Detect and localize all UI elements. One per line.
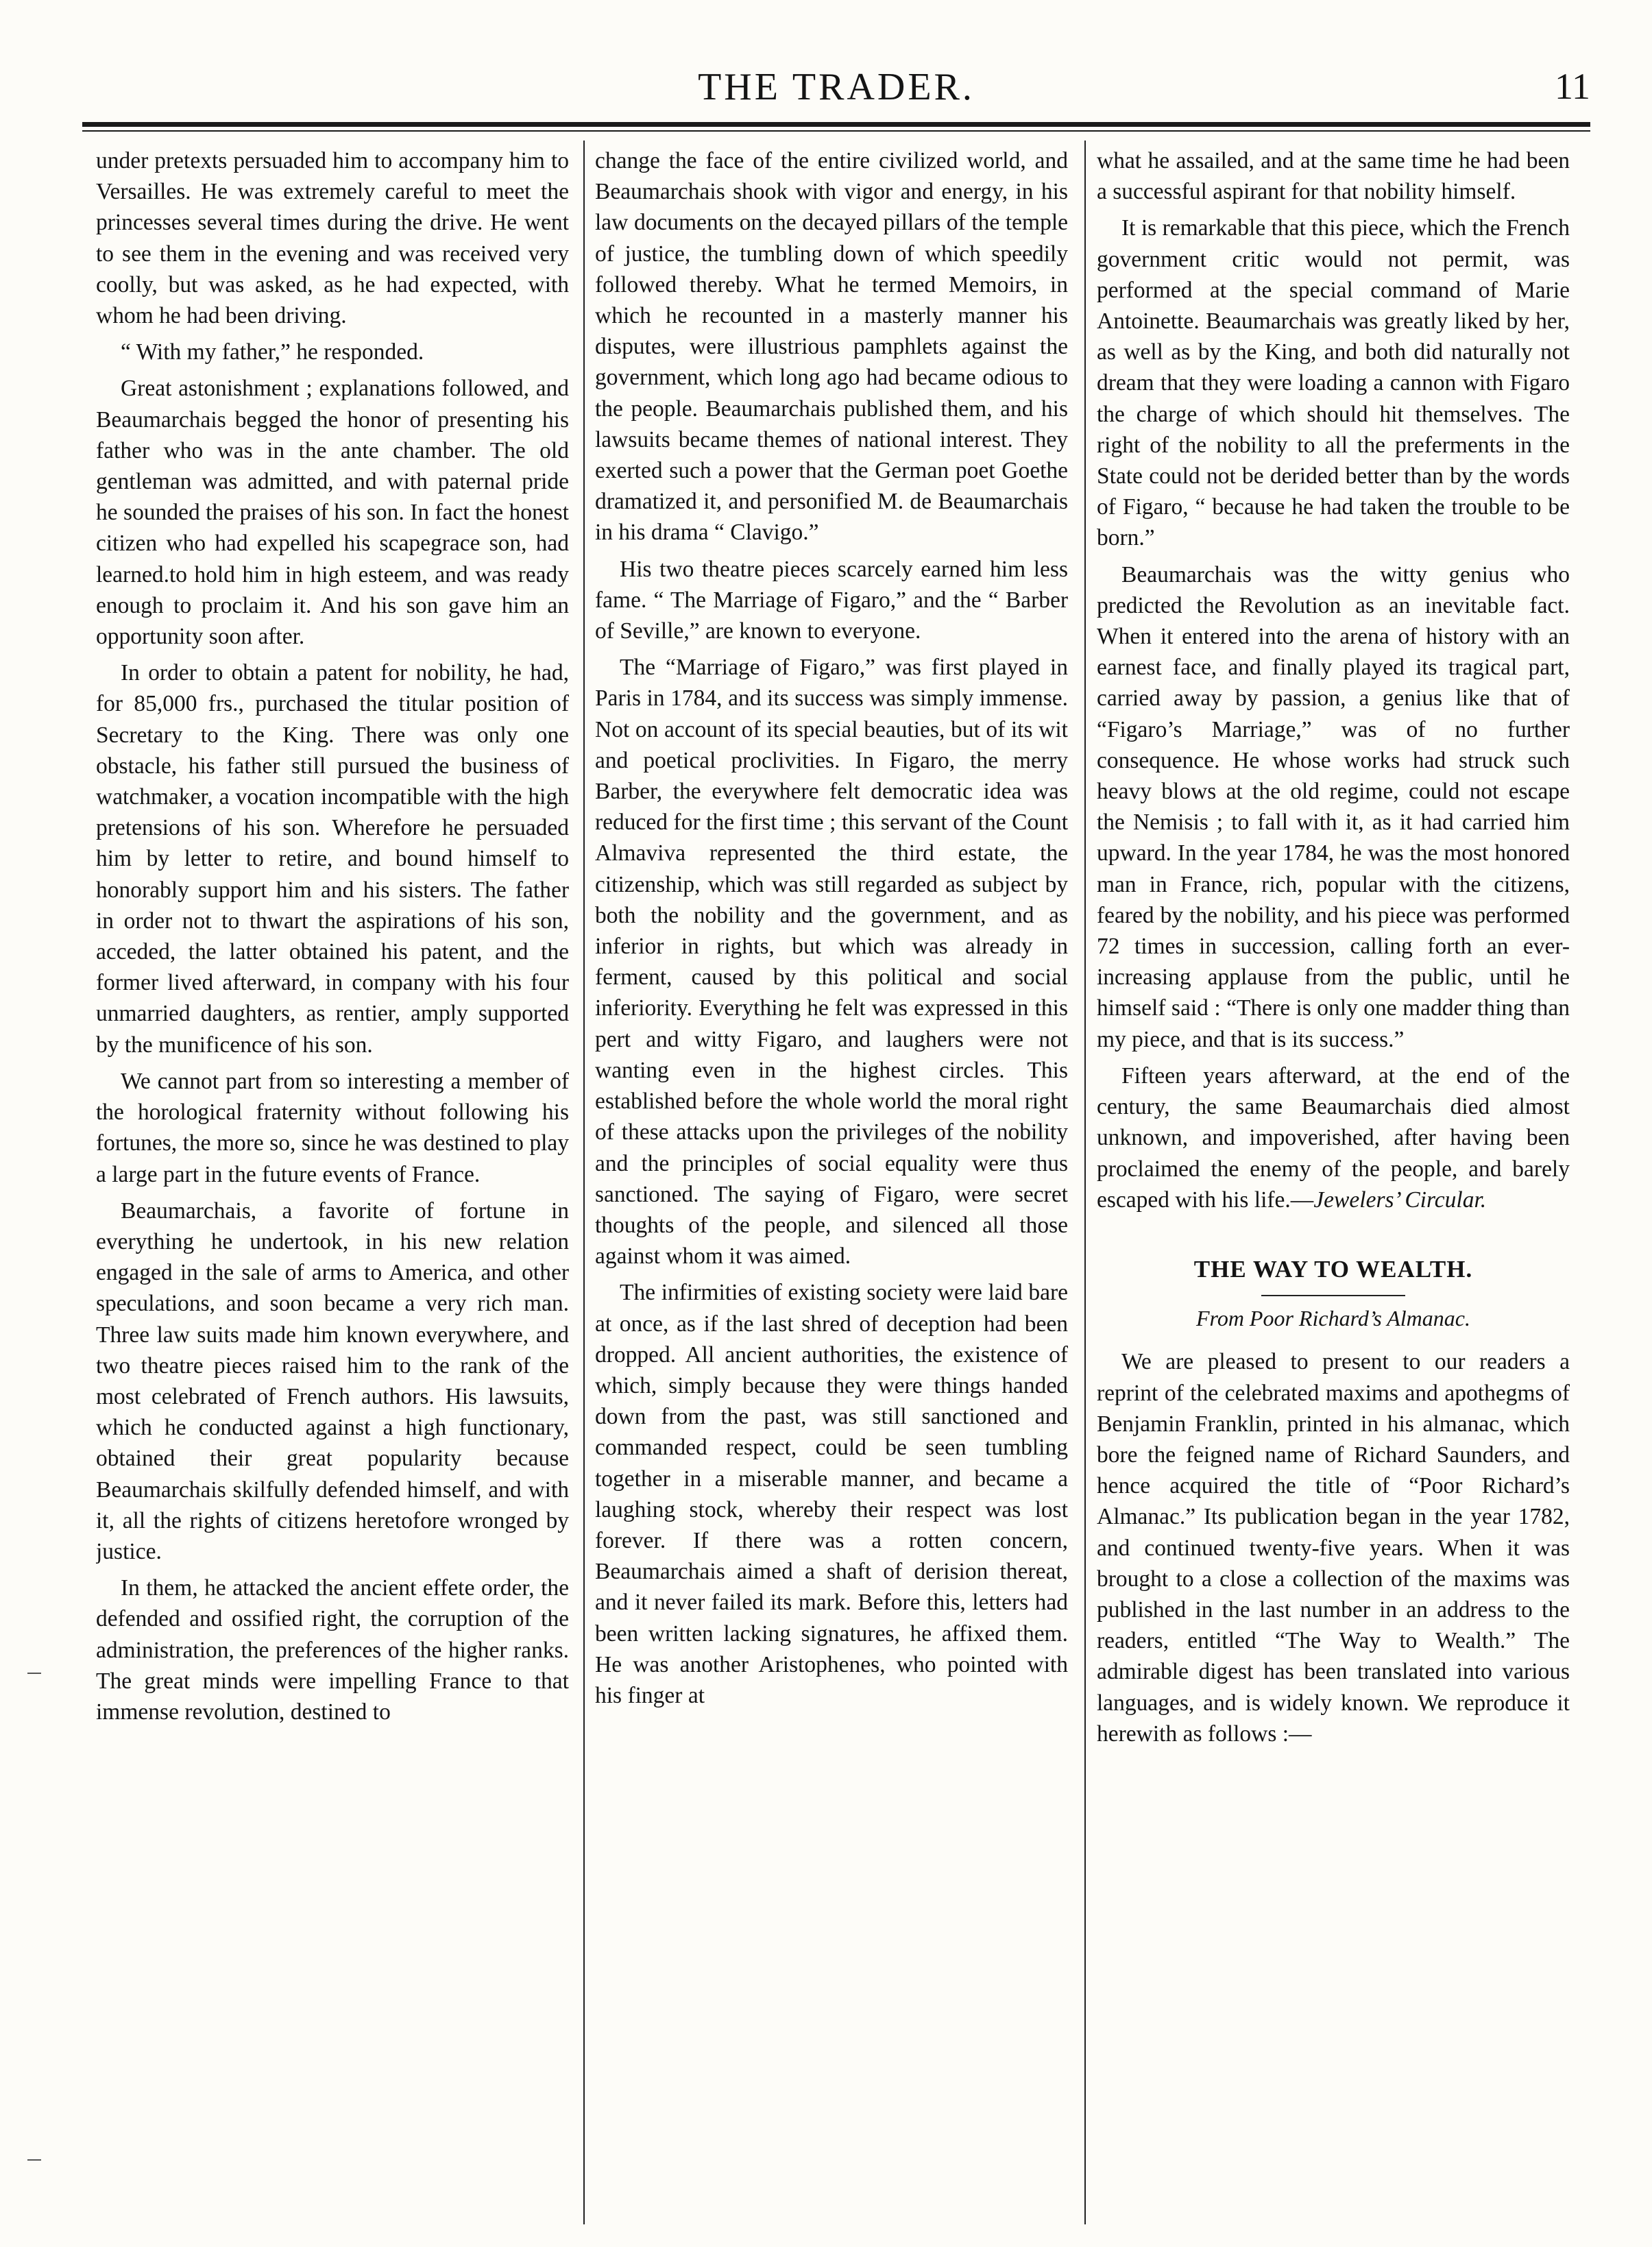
paragraph: His two theatre pieces scarcely earned him less fame. “ The Marriage of Figaro,” and the “ Barber of Seville,” are known to everyone. xyxy=(595,556,1068,644)
paragraph: “ With my father,” he responded. xyxy=(121,339,424,365)
paragraph: The infirmities of existing society were laid bare at once, as if the last shred of deception had been dropped. All ancient authorities, the existence of which, simply because they were things handed down from the past, was still sanctioned and commanded respect, could be seen tumbling together in a miserable manner, and became a laughing stock, whereby their respect was lost forever. If there was a rotten concern, Beaumarchais aimed a shaft of derision thereat, and it never failed its mark. Before this, letters had been written lacking signatures, he affixed them. He was another Aristophenes, who pointed with his finger at xyxy=(595,1280,1068,1708)
page-header xyxy=(82,65,1590,120)
column-2 xyxy=(595,145,1068,2215)
paragraph: In them, he attacked the ancient effete order, the defended and ossified right, the corruption of the administration, the preferences of the higher ranks. The great minds were impelling France to that immense revolution, destined to xyxy=(96,1575,569,1725)
paragraph: Great astonishment ; explanations followed, and Beaumarchais begged the honor of presenting his father who was in the ante chamber. The old gentleman was admitted, and with paternal pride he sounded the praises of his son. In fact the honest citizen who had expelled his scapegrace son, had learned.to hold him in high esteem, and was ready enough to proclaim it. And his son gave him an opportunity soon after. xyxy=(96,376,569,650)
paragraph-with-byline xyxy=(1097,1060,1570,1215)
paragraph: Beaumarchais was the witty genius who predicted the Revolution as an inevitable fact. When it entered into the arena of history with an earnest face, and finally played its tragical part, carried away by passion, a genius like that of “Figaro’s Marriage,” was of no further consequence. He whose works had struck such heavy blows at the old regime, could not escape the Nemisis ; to fall with it, as it had carried him upward. In the year 1784, he was the most honored man in France, rich, popular with the citizens, feared by the nobility, and his piece was performed 72 times in succession, calling forth an ever-increasing applause from the public, until he himself said : “There is only one madder thing than my piece, and that is its success.” xyxy=(1097,561,1570,1052)
header-rule-thick xyxy=(82,122,1590,127)
paragraph: We cannot part from so interesting a member of the horological fraternity without following his fortunes, the more so, since he was destined to play a large part in the future events of France. xyxy=(96,1068,569,1187)
paragraph-text: Fifteen years afterward, at the end of the century, the same Beaumarchais died almost unknown, and impoverished, after having been proclaimed the enemy of the people, and barely escaped with his life.— xyxy=(1097,1062,1570,1213)
source-byline: Jewelers’ Circular. xyxy=(1313,1187,1487,1213)
article-subheading: From Poor Richard’s Almanac. xyxy=(1196,1306,1470,1331)
paragraph: under pretexts persuaded him to accompany him to Versailles. He was extremely careful to meet the princesses several times during the drive. He went to see them in the evening and was received very coolly, but was asked, as he had expected, with whom he had been driving. xyxy=(96,148,569,329)
column-3 xyxy=(1097,145,1570,2215)
page-number: 11 xyxy=(1555,66,1590,107)
column-divider xyxy=(1084,141,1086,2224)
heading-rule xyxy=(1261,1295,1405,1296)
paragraph: Beaumarchais, a favorite of fortune in everything he undertook, in his new relation engaged in the sale of arms to America, and other speculations, and soon became a very rich man. Three law suits made him known everywhere, and two theatre pieces raised him to the rank of the most celebrated of French authors. His lawsuits, which he conducted against a high functionary, obtained their great popularity because Beaumarchais skilfully defended himself, and with it, all the rights of citizens heretofore wronged by justice. xyxy=(96,1198,569,1564)
margin-mark xyxy=(27,1673,41,1674)
paragraph: what he assailed, and at the same time he had been a successful aspirant for that nobility himself. xyxy=(1097,148,1570,205)
column-divider xyxy=(583,141,585,2224)
article-heading: THE WAY TO WEALTH. xyxy=(1193,1255,1473,1283)
margin-mark xyxy=(27,2159,41,2161)
article-heading-block xyxy=(1097,1254,1570,1334)
paragraph: In order to obtain a patent for nobility, he had, for 85,000 frs., purchased the titular position of Secretary to the King. There was only one obstacle, his father still pursued the business of watchmaker, a vocation incompatible with the high pretensions of his son. Wherefore he persuaded him by letter to retire, and bound himself to honorably support him and his sisters. The father in order not to thwart the aspirations of his son, acceded, the latter obtained his patent, and the former lived afterward, in company with his four unmarried daughters, as rentier, amply supported by the munificence of his son. xyxy=(96,660,569,1058)
column-1 xyxy=(96,145,569,2215)
header-rule-thin xyxy=(82,130,1590,132)
paragraph: It is remarkable that this piece, which the French government critic would not permit, was performed at the special command of Marie Antoinette. Beaumarchais was greatly liked by her, as well as by the King, and both did naturally not dream that they were loading a cannon with Figaro the charge of which should hit themselves. The right of the nobility to all the preferments in the State could not be derided better than by the words of Figaro, “ because he had taken the trouble to be born.” xyxy=(1097,215,1570,551)
paragraph: change the face of the entire civilized world, and Beaumarchais shook with vigor and energy, in his law documents on the decayed pillars of the temple of justice, the tumbling down of which speedily followed thereby. What he termed Memoirs, in which he recounted in a masterly manner his disputes, were illustrious pamphlets against the government, which long ago had became odious to the people. Beaumarchais published them, and his lawsuits became themes of national interest. They exerted such a power that the German poet Goethe dramatized it, and personified M. de Beaumarchais in his drama “ Clavigo.” xyxy=(595,148,1068,546)
paragraph: We are pleased to present to our readers a reprint of the celebrated maxims and apothegms of Benjamin Franklin, printed in his almanac, which bore the feigned name of Richard Saunders, and hence acquired the title of “Poor Richard’s Almanac.” Its publication began in the year 1782, and continued twenty-five years. When it was brought to a close a collection of the maxims was published in the last number in an address to the readers, entitled “The Way to Wealth.” The admirable digest has been translated into various languages, and is widely known. We reproduce it herewith as follows :— xyxy=(1097,1349,1570,1747)
masthead-title: THE TRADER. xyxy=(698,66,975,108)
paragraph: The “Marriage of Figaro,” was first played in Paris in 1784, and its success was simply immense. Not on account of its special beauties, but of its wit and poetical proclivities. In Figaro, the merry Barber, the everywhere felt democratic idea was reduced for the first time ; this servant of the Count Almaviva represented the third estate, the citizenship, which was still regarded as subject by both the nobility and the government, and as inferior in rights, but which was already in ferment, caused by this political and social inferiority. Everything he felt was expressed in this pert and witty Figaro, and laughers were not wanting even in the highest circles. This established before the whole world the moral right of these attacks upon the privileges of the nobility and the principles of social equality were thus sanctioned. The saying of Figaro, were secret thoughts of the people, and silenced all those against whom it was aimed. xyxy=(595,655,1068,1270)
